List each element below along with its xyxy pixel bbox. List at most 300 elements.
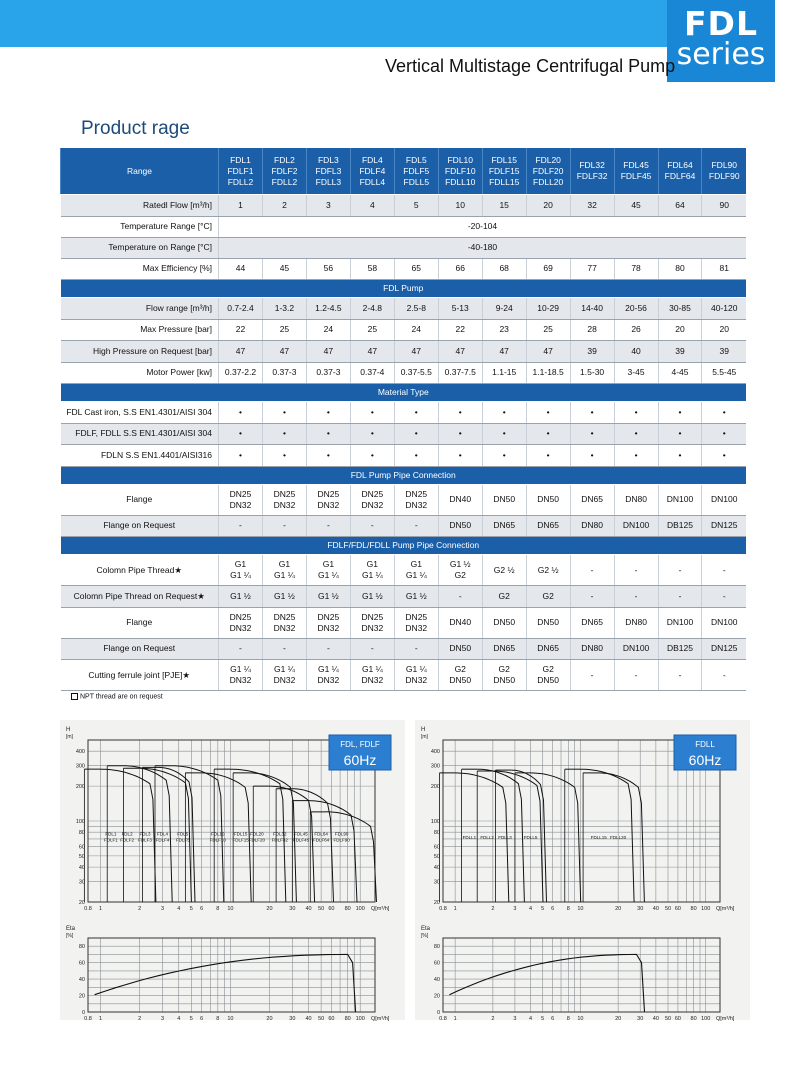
table-cell: 80 <box>658 258 702 280</box>
q-tick-label: 4 <box>529 906 533 912</box>
table-cell: DN25 DN32 <box>306 607 350 638</box>
table-cell: DN100 <box>658 484 702 515</box>
table-cell: - <box>570 660 614 691</box>
table-cell: G1 ¼ DN32 <box>262 660 306 691</box>
table-cell: • <box>702 423 746 445</box>
model-curve-label: FDLF45 <box>292 837 310 843</box>
table-cell: • <box>219 445 263 467</box>
table-cell: - <box>658 660 702 691</box>
q-tick-label: 0.8 <box>439 906 447 912</box>
q-tick-label: 8 <box>566 1016 570 1022</box>
eta-tick-label: 80 <box>433 944 440 951</box>
q-tick-label: 6 <box>200 1016 204 1022</box>
q-tick-label: 3 <box>160 1016 165 1022</box>
h-axis-unit: [m] <box>421 734 428 740</box>
model-curve-label: FDL4 <box>157 831 169 837</box>
row-label: Flange on Request <box>61 638 219 660</box>
table-cell: 22 <box>438 319 482 341</box>
range-header: Range <box>61 148 219 195</box>
table-cell: 14-40 <box>570 298 614 320</box>
h-axis-title: H <box>421 727 426 733</box>
table-cell: • <box>526 445 570 467</box>
chart-right <box>415 720 750 1030</box>
q-tick-label: 4 <box>177 906 181 912</box>
table-cell: G1 G1 ¼ <box>219 555 263 586</box>
row-label: Colomn Pipe Thread on Request★ <box>61 586 219 608</box>
model-curve-label: FDLL1 <box>462 834 477 840</box>
table-cell: G1 G1 ¼ <box>350 555 394 586</box>
page-title: Product rage <box>81 118 190 139</box>
q-tick-label: 10 <box>227 1016 234 1022</box>
q-tick-label: 80 <box>344 906 351 912</box>
eta-axis-title: Eta <box>66 926 76 932</box>
table-cell: DN65 <box>570 607 614 638</box>
q-tick-label: 60 <box>674 906 681 912</box>
h-tick-label: 60 <box>433 844 440 851</box>
table-row <box>61 402 747 424</box>
table-cell: DN50 <box>438 638 482 660</box>
model-header: FDL10 FDLF10 FDLL10 <box>438 148 482 195</box>
table-cell: 20 <box>702 319 746 341</box>
badge-frequency-text: 60Hz <box>343 752 377 768</box>
table-header-row <box>61 148 747 195</box>
row-label: FDLF, FDLL S.S EN1.4301/AISI 304 <box>61 423 219 445</box>
table-cell: 20-56 <box>614 298 658 320</box>
table-cell: 0.37-7.5 <box>438 362 482 384</box>
q-tick-label: 40 <box>305 1016 312 1022</box>
table-cell: 66 <box>438 258 482 280</box>
model-curve-label: FDL90 <box>334 831 349 837</box>
table-cell: • <box>262 445 306 467</box>
table-cell: 64 <box>658 195 702 217</box>
eta-tick-label: 20 <box>78 993 85 1000</box>
table-cell: 2.5-8 <box>394 298 438 320</box>
table-cell: DN25 DN32 <box>219 484 263 515</box>
q-tick-label: 2 <box>138 1016 142 1022</box>
h-tick-label: 100 <box>430 819 440 825</box>
table-cell: DN80 <box>614 607 658 638</box>
table-row <box>61 638 747 660</box>
table-cell: • <box>658 402 702 424</box>
table-cell: 0.7-2.4 <box>219 298 263 320</box>
model-header: FDL4 FDLF4 FDLL4 <box>350 148 394 195</box>
table-cell: • <box>306 402 350 424</box>
section-title: Material Type <box>61 384 747 402</box>
table-row <box>61 195 747 217</box>
q-tick-label: 2 <box>491 906 495 912</box>
table-cell: 77 <box>570 258 614 280</box>
logo-line1: FDL <box>684 4 758 43</box>
table-cell: - <box>394 638 438 660</box>
table-cell: 24 <box>394 319 438 341</box>
badge-frequency-text: 60Hz <box>688 752 722 768</box>
table-cell: DN65 <box>526 638 570 660</box>
table-cell: 32 <box>570 195 614 217</box>
q-tick-label: 0.8 <box>439 1016 447 1022</box>
row-label: Max Efficiency [%] <box>61 258 219 280</box>
table-cell: 1.1-18.5 <box>526 362 570 384</box>
section-title: FDL Pump Pipe Connection <box>61 466 747 484</box>
table-cell: DN80 <box>614 484 658 515</box>
table-cell: G1 ½ G2 <box>438 555 482 586</box>
q-tick-label: 10 <box>577 906 584 912</box>
section-header-row <box>61 280 747 298</box>
table-cell: DN50 <box>526 484 570 515</box>
table-cell: • <box>306 423 350 445</box>
row-label: Colomn Pipe Thread★ <box>61 555 219 586</box>
q-tick-label: 30 <box>289 1016 296 1022</box>
row-label: Flange on Request <box>61 515 219 537</box>
table-cell: 47 <box>262 341 306 363</box>
table-cell: 47 <box>482 341 526 363</box>
table-cell: DN100 <box>614 638 658 660</box>
h-tick-label: 200 <box>75 784 85 791</box>
h-tick-label: 300 <box>75 763 85 770</box>
q-tick-label: 5 <box>541 1016 545 1022</box>
table-cell: 28 <box>570 319 614 341</box>
table-cell: • <box>570 445 614 467</box>
table-cell: • <box>482 423 526 445</box>
table-cell: DN50 <box>526 607 570 638</box>
document-subtitle: Vertical Multistage Centrifugal Pump <box>385 56 676 76</box>
table-cell: DN65 <box>482 638 526 660</box>
table-cell: G1 G1 ¼ <box>394 555 438 586</box>
table-cell: DB125 <box>658 515 702 537</box>
chart-left <box>60 720 405 1030</box>
table-cell: G2 ½ <box>482 555 526 586</box>
table-cell: DN25 DN32 <box>350 607 394 638</box>
product-range-table <box>60 148 746 691</box>
h-tick-label: 400 <box>430 749 440 756</box>
table-cell: DN25 DN32 <box>394 607 438 638</box>
efficiency-curve <box>449 954 644 1012</box>
table-cell: DN65 <box>482 515 526 537</box>
table-cell: 23 <box>482 319 526 341</box>
q-axis-unit: Q[m³/h] <box>371 906 390 912</box>
table-cell: - <box>614 555 658 586</box>
table-cell: 47 <box>526 341 570 363</box>
model-curve-label: FDLF10 <box>209 837 226 843</box>
h-tick-label: 20 <box>433 900 440 906</box>
model-curve-label: FDLL15 <box>590 834 607 840</box>
table-cell: DN25 DN32 <box>350 484 394 515</box>
table-cell: 81 <box>702 258 746 280</box>
table-cell: 2 <box>262 195 306 217</box>
model-curve-label: FDLF90 <box>333 837 350 843</box>
table-cell: 45 <box>262 258 306 280</box>
efficiency-curve <box>95 954 356 1012</box>
table-cell: DN50 <box>438 515 482 537</box>
q-tick-label: 3 <box>160 906 165 912</box>
table-cell: • <box>306 445 350 467</box>
table-row <box>61 586 747 608</box>
table-cell: DN125 <box>702 515 746 537</box>
h-tick-label: 50 <box>78 853 85 860</box>
table-cell: 78 <box>614 258 658 280</box>
model-header: FDL64 FDLF64 <box>658 148 702 195</box>
q-tick-label: 50 <box>664 906 672 912</box>
model-curve-label: FDLL20 <box>610 834 627 840</box>
model-curve-label: FDLF15 <box>232 837 249 843</box>
h-tick-label: 50 <box>433 853 440 860</box>
table-row <box>61 515 747 537</box>
q-tick-label: 20 <box>266 906 273 912</box>
table-cell: • <box>350 445 394 467</box>
table-cell: 5 <box>394 195 438 217</box>
q-tick-label: 1 <box>453 906 457 912</box>
table-cell: • <box>702 445 746 467</box>
table-cell: 4-45 <box>658 362 702 384</box>
table-row <box>61 258 747 280</box>
q-tick-label: 6 <box>551 1016 555 1022</box>
table-cell: 5-13 <box>438 298 482 320</box>
model-header: FDL5 FDLF5 FDLL5 <box>394 148 438 195</box>
model-curve-label: FDLF1 <box>103 837 118 843</box>
table-cell: DN25 DN32 <box>394 484 438 515</box>
badge-model-text: FDLL <box>695 740 715 749</box>
table-cell: - <box>262 515 306 537</box>
model-curve-label: FDL2 <box>121 831 133 837</box>
table-row <box>61 445 747 467</box>
checkbox-icon <box>71 693 78 700</box>
table-cell: - <box>658 555 702 586</box>
row-value: -20-104 <box>219 216 747 237</box>
table-cell: 2-4.8 <box>350 298 394 320</box>
eta-plot-frame <box>88 938 375 1012</box>
model-curve-label: FDLF2 <box>120 837 134 843</box>
q-tick-label: 50 <box>318 1016 325 1022</box>
table-row <box>61 341 747 363</box>
q-tick-label: 50 <box>318 906 325 912</box>
table-cell: DN125 <box>702 638 746 660</box>
table-cell: 0.37-2.2 <box>219 362 263 384</box>
row-value: -40-180 <box>219 237 747 258</box>
logo-line2: series <box>676 37 766 72</box>
table-cell: 22 <box>219 319 263 341</box>
model-header: FDL1 FDLF1 FDLL2 <box>219 148 263 195</box>
q-tick-label: 100 <box>701 906 711 912</box>
table-cell: 10-29 <box>526 298 570 320</box>
table-cell: 25 <box>350 319 394 341</box>
model-curve-label: FDL45 <box>294 831 308 837</box>
footnote <box>71 693 163 700</box>
q-tick-label: 20 <box>266 1016 273 1022</box>
table-cell: 65 <box>394 258 438 280</box>
table-row <box>61 237 747 258</box>
table-cell: - <box>570 555 614 586</box>
model-header: FDL32 FDLF32 <box>570 148 614 195</box>
table-cell: • <box>658 423 702 445</box>
row-label: Ratedl Flow [m³/h] <box>61 195 219 217</box>
table-cell: 0.37-5.5 <box>394 362 438 384</box>
table-cell: • <box>702 402 746 424</box>
h-tick-label: 60 <box>78 844 85 851</box>
table-cell: - <box>262 638 306 660</box>
eta-tick-label: 60 <box>78 960 85 967</box>
table-cell: • <box>350 423 394 445</box>
table-cell: • <box>438 423 482 445</box>
table-cell: DN100 <box>702 607 746 638</box>
table-cell: G1 ¼ DN32 <box>219 660 263 691</box>
table-cell: • <box>438 402 482 424</box>
table-cell: 1.2-4.5 <box>306 298 350 320</box>
footnote-text: NPT thread are on request <box>80 693 163 701</box>
table-cell: DN65 <box>570 484 614 515</box>
row-label: Max Pressure [bar] <box>61 319 219 341</box>
table-cell: 1.5-30 <box>570 362 614 384</box>
table-cell: - <box>614 660 658 691</box>
table-cell: • <box>482 445 526 467</box>
section-header-row <box>61 466 747 484</box>
q-tick-label: 2 <box>491 1016 495 1022</box>
pump-curve <box>327 812 377 902</box>
table-cell: G2 DN50 <box>526 660 570 691</box>
table-cell: 39 <box>570 341 614 363</box>
q-tick-label: 8 <box>216 1016 220 1022</box>
row-label: Motor Power [kw] <box>61 362 219 384</box>
row-label: Flow range [m³/h] <box>61 298 219 320</box>
model-header: FDL3 FDFL3 FDLL3 <box>306 148 350 195</box>
table-cell: • <box>570 423 614 445</box>
q-tick-label: 1 <box>99 1016 103 1022</box>
table-cell: 26 <box>614 319 658 341</box>
table-row <box>61 362 747 384</box>
eta-plot-frame <box>443 938 720 1012</box>
q-tick-label: 20 <box>615 1016 622 1022</box>
model-curve-label: FDL64 <box>314 831 328 837</box>
eta-tick-label: 0 <box>81 1010 85 1016</box>
table-row <box>61 319 747 341</box>
q-tick-label: 100 <box>355 906 365 912</box>
table-cell: 0.37-3 <box>262 362 306 384</box>
table-cell: - <box>570 586 614 608</box>
q-tick-label: 80 <box>344 1016 351 1022</box>
table-cell: 20 <box>658 319 702 341</box>
q-tick-label: 0.8 <box>84 1016 92 1022</box>
table-cell: G2 ½ <box>526 555 570 586</box>
table-cell: • <box>614 402 658 424</box>
table-cell: • <box>219 423 263 445</box>
h-tick-label: 400 <box>75 749 85 756</box>
model-header: FDL15 FDLF15 FDLL15 <box>482 148 526 195</box>
table-cell: 56 <box>306 258 350 280</box>
model-curve-label: FDLF4 <box>155 837 170 843</box>
q-tick-label: 60 <box>328 1016 335 1022</box>
table-cell: - <box>306 638 350 660</box>
table-row <box>61 660 747 691</box>
model-header: FDL2 FDLF2 FDLL2 <box>262 148 306 195</box>
q-tick-label: 8 <box>216 906 220 912</box>
table-cell: - <box>614 586 658 608</box>
table-cell: - <box>394 515 438 537</box>
model-curve-label: FDL3 <box>139 831 151 837</box>
model-header: FDL90 FDLF90 <box>702 148 746 195</box>
eta-tick-label: 20 <box>433 993 440 1000</box>
q-tick-label: 80 <box>690 1016 697 1022</box>
q-tick-label: 30 <box>637 1016 644 1022</box>
table-cell: G2 <box>482 586 526 608</box>
table-cell: DN80 <box>570 515 614 537</box>
table-cell: 25 <box>526 319 570 341</box>
q-tick-label: 30 <box>289 906 296 912</box>
table-cell: - <box>702 586 746 608</box>
table-cell: - <box>350 638 394 660</box>
q-tick-label: 3 <box>513 1016 517 1022</box>
table-cell: 39 <box>658 341 702 363</box>
table-cell: • <box>438 445 482 467</box>
eta-tick-label: 0 <box>436 1010 440 1016</box>
table-cell: 5.5-45 <box>702 362 746 384</box>
model-curve-label: FDLF32 <box>271 837 288 843</box>
q-tick-label: 80 <box>690 906 697 912</box>
table-cell: G1 ¼ DN32 <box>306 660 350 691</box>
q-tick-label: 100 <box>355 1016 365 1022</box>
table-cell: G1 ½ <box>394 586 438 608</box>
row-label: High Pressure on Request [bar] <box>61 341 219 363</box>
table-cell: • <box>262 402 306 424</box>
table-cell: • <box>219 402 263 424</box>
model-curve-label: FDLL2 <box>480 834 494 840</box>
q-axis-unit: Q[m³/h] <box>371 1016 390 1022</box>
eta-tick-label: 60 <box>433 960 440 967</box>
q-tick-label: 20 <box>615 906 622 912</box>
model-curve-label: FDL15 <box>233 831 248 837</box>
series-logo <box>667 0 775 82</box>
table-cell: 47 <box>438 341 482 363</box>
table-cell: • <box>526 402 570 424</box>
table-cell: • <box>526 423 570 445</box>
section-title: FDLF/FDL/FDLL Pump Pipe Connection <box>61 537 747 555</box>
q-tick-label: 4 <box>529 1016 533 1022</box>
table-row <box>61 298 747 320</box>
q-tick-label: 100 <box>701 1016 711 1022</box>
q-tick-label: 5 <box>189 1016 193 1022</box>
table-cell: 69 <box>526 258 570 280</box>
h-tick-label: 30 <box>433 879 440 886</box>
eta-axis-unit: [%] <box>66 933 74 939</box>
q-tick-label: 5 <box>189 906 193 912</box>
q-tick-label: 60 <box>674 1016 681 1022</box>
model-curve-label: FDL1 <box>105 831 117 837</box>
table-cell: 44 <box>219 258 263 280</box>
table-cell: 40-120 <box>702 298 746 320</box>
table-cell: G1 G1 ¼ <box>262 555 306 586</box>
table-cell: 40 <box>614 341 658 363</box>
table-cell: DN25 DN32 <box>219 607 263 638</box>
h-tick-label: 30 <box>78 879 85 886</box>
table-cell: G1 G1 ¼ <box>306 555 350 586</box>
q-tick-label: 10 <box>577 1016 584 1022</box>
table-cell: 9-24 <box>482 298 526 320</box>
table-cell: - <box>306 515 350 537</box>
section-header-row <box>61 537 747 555</box>
q-tick-label: 2 <box>138 906 142 912</box>
q-tick-label: 6 <box>200 906 204 912</box>
table-cell: - <box>219 638 263 660</box>
row-label: FDLN S.S EN1.4401/AISI316 <box>61 445 219 467</box>
q-tick-label: 40 <box>652 906 659 912</box>
q-axis-unit: Q[m³/h] <box>716 1016 735 1022</box>
q-tick-label: 40 <box>305 906 312 912</box>
q-tick-label: 3 <box>513 906 517 912</box>
eta-tick-label: 40 <box>433 977 440 984</box>
model-curve-label: FDLF3 <box>138 837 152 843</box>
table-cell: DN80 <box>570 638 614 660</box>
q-tick-label: 8 <box>566 906 570 912</box>
h-tick-label: 80 <box>78 830 85 837</box>
table-cell: • <box>262 423 306 445</box>
q-tick-label: 60 <box>328 906 335 912</box>
